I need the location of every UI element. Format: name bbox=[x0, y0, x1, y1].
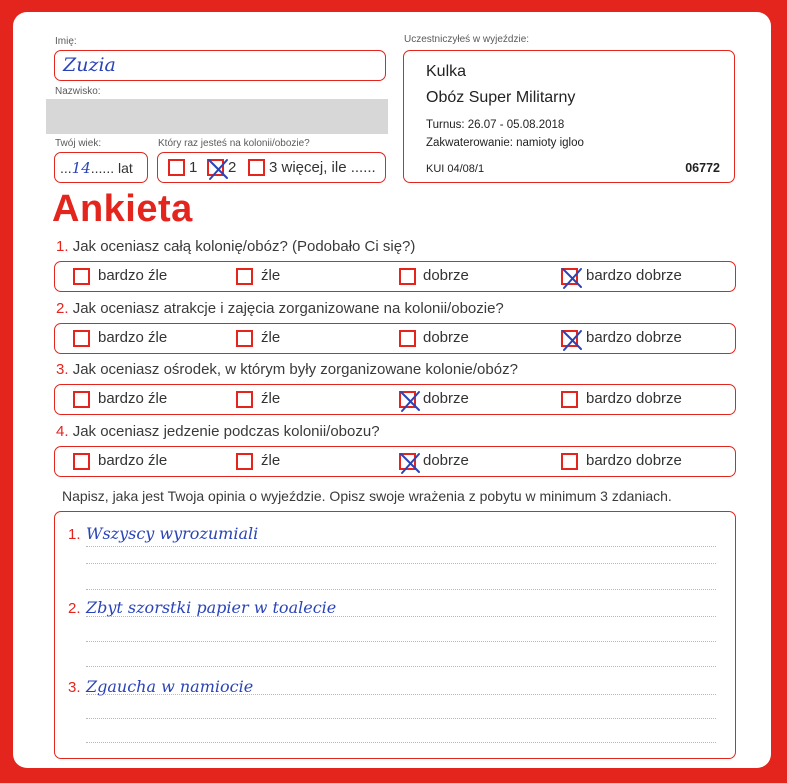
q4-option-label: dobrze bbox=[423, 452, 469, 469]
times-checkbox-3[interactable] bbox=[248, 159, 265, 176]
participant-label: Uczestniczyłeś w wyjeździe: bbox=[404, 34, 530, 45]
q2-option-label: dobrze bbox=[423, 329, 469, 346]
q1-checkbox-2[interactable] bbox=[236, 268, 253, 285]
writing-line bbox=[86, 546, 716, 547]
turnus: Turnus: 26.07 - 05.08.2018 bbox=[426, 119, 565, 131]
answer-number-2: 2. bbox=[68, 600, 81, 617]
answer-text-1: Wszyscy wyrozumiali bbox=[86, 524, 259, 543]
name-field[interactable] bbox=[54, 50, 386, 81]
q3-checkbox-4[interactable] bbox=[561, 391, 578, 408]
q4-checkbox-2[interactable] bbox=[236, 453, 253, 470]
q3-checkbox-1[interactable] bbox=[73, 391, 90, 408]
q2-option-label: źle bbox=[261, 329, 281, 346]
name-value: Zuzia bbox=[63, 54, 116, 76]
q1-checkbox-4[interactable] bbox=[561, 268, 578, 285]
q4-checkbox-1[interactable] bbox=[73, 453, 90, 470]
times-option-1: 1 bbox=[189, 159, 198, 176]
q3-checkbox-2[interactable] bbox=[236, 391, 253, 408]
writing-line bbox=[86, 641, 716, 642]
answer-number-1: 1. bbox=[68, 526, 81, 543]
q2-checkbox-1[interactable] bbox=[73, 330, 90, 347]
question-2: 2. Jak oceniasz atrakcje i zajęcia zorganizowane na kolonii/obozie? bbox=[56, 300, 504, 317]
answer-number-3: 3. bbox=[68, 679, 81, 696]
q4-option-label: bardzo źle bbox=[98, 452, 168, 469]
q1-option-label: bardzo dobrze bbox=[586, 267, 682, 284]
camp-name: Obóz Super Militarny bbox=[426, 89, 576, 106]
writing-line bbox=[86, 694, 716, 695]
opinion-prompt: Napisz, jaka jest Twoja opinia o wyjeździe. Opisz swoje wrażenia z pobytu w minimum 3 zdaniach. bbox=[62, 488, 672, 504]
age-label: Twój wiek: bbox=[55, 138, 102, 149]
page-title: Ankieta bbox=[52, 188, 193, 230]
q2-checkbox-4[interactable] bbox=[561, 330, 578, 347]
surname-label: Nazwisko: bbox=[55, 86, 101, 97]
q1-checkbox-1[interactable] bbox=[73, 268, 90, 285]
q1-option-label: dobrze bbox=[423, 267, 469, 284]
trip-name: Kulka bbox=[426, 63, 467, 80]
times-checkbox-1[interactable] bbox=[168, 159, 185, 176]
check-mark-icon bbox=[396, 449, 424, 477]
answer-text-3: Zgaucha w namiocie bbox=[86, 677, 254, 696]
times-label: Który raz jesteś na kolonii/obozie? bbox=[158, 138, 310, 149]
trip-code: KUI 04/08/1 bbox=[426, 163, 485, 175]
check-mark-icon bbox=[558, 264, 586, 292]
times-option-2: 2 bbox=[228, 159, 237, 176]
q4-checkbox-4[interactable] bbox=[561, 453, 578, 470]
q4-checkbox-3[interactable] bbox=[399, 453, 416, 470]
q2-option-label: bardzo źle bbox=[98, 329, 168, 346]
times-checkbox-2[interactable] bbox=[207, 159, 224, 176]
check-mark-icon bbox=[396, 387, 424, 415]
age-line: ...14...... lat bbox=[60, 159, 133, 177]
writing-line bbox=[86, 742, 716, 743]
q4-option-label: bardzo dobrze bbox=[586, 452, 682, 469]
age-field[interactable] bbox=[54, 152, 148, 183]
q3-option-label: źle bbox=[261, 390, 281, 407]
name-label: Imię: bbox=[55, 36, 77, 47]
q1-option-label: źle bbox=[261, 267, 281, 284]
q2-option-label: bardzo dobrze bbox=[586, 329, 682, 346]
age-value: 14 bbox=[71, 159, 91, 177]
writing-line bbox=[86, 616, 716, 617]
times-option-3: 3 więcej, ile ...... bbox=[269, 159, 376, 176]
q2-checkbox-2[interactable] bbox=[236, 330, 253, 347]
question-1: 1. Jak oceniasz całą kolonię/obóz? (Podobało Ci się?) bbox=[56, 238, 416, 255]
surname-redaction bbox=[46, 99, 388, 134]
writing-line bbox=[86, 666, 716, 667]
question-3: 3. Jak oceniasz ośrodek, w którym były zorganizowane kolonie/obóz? bbox=[56, 361, 518, 378]
opinion-box[interactable] bbox=[54, 511, 736, 759]
form-number: 06772 bbox=[685, 161, 720, 175]
q3-option-label: bardzo źle bbox=[98, 390, 168, 407]
question-4: 4. Jak oceniasz jedzenie podczas kolonii/obozu? bbox=[56, 423, 380, 440]
q2-checkbox-3[interactable] bbox=[399, 330, 416, 347]
q1-checkbox-3[interactable] bbox=[399, 268, 416, 285]
writing-line bbox=[86, 718, 716, 719]
q3-option-label: bardzo dobrze bbox=[586, 390, 682, 407]
answer-text-2: Zbyt szorstki papier w toalecie bbox=[86, 598, 337, 617]
q3-option-label: dobrze bbox=[423, 390, 469, 407]
q1-option-label: bardzo źle bbox=[98, 267, 168, 284]
accommodation: Zakwaterowanie: namioty igloo bbox=[426, 137, 584, 149]
q4-option-label: źle bbox=[261, 452, 281, 469]
writing-line bbox=[86, 563, 716, 564]
writing-line bbox=[86, 589, 716, 590]
q3-checkbox-3[interactable] bbox=[399, 391, 416, 408]
check-mark-icon bbox=[558, 326, 586, 354]
trip-info-box bbox=[403, 50, 735, 183]
